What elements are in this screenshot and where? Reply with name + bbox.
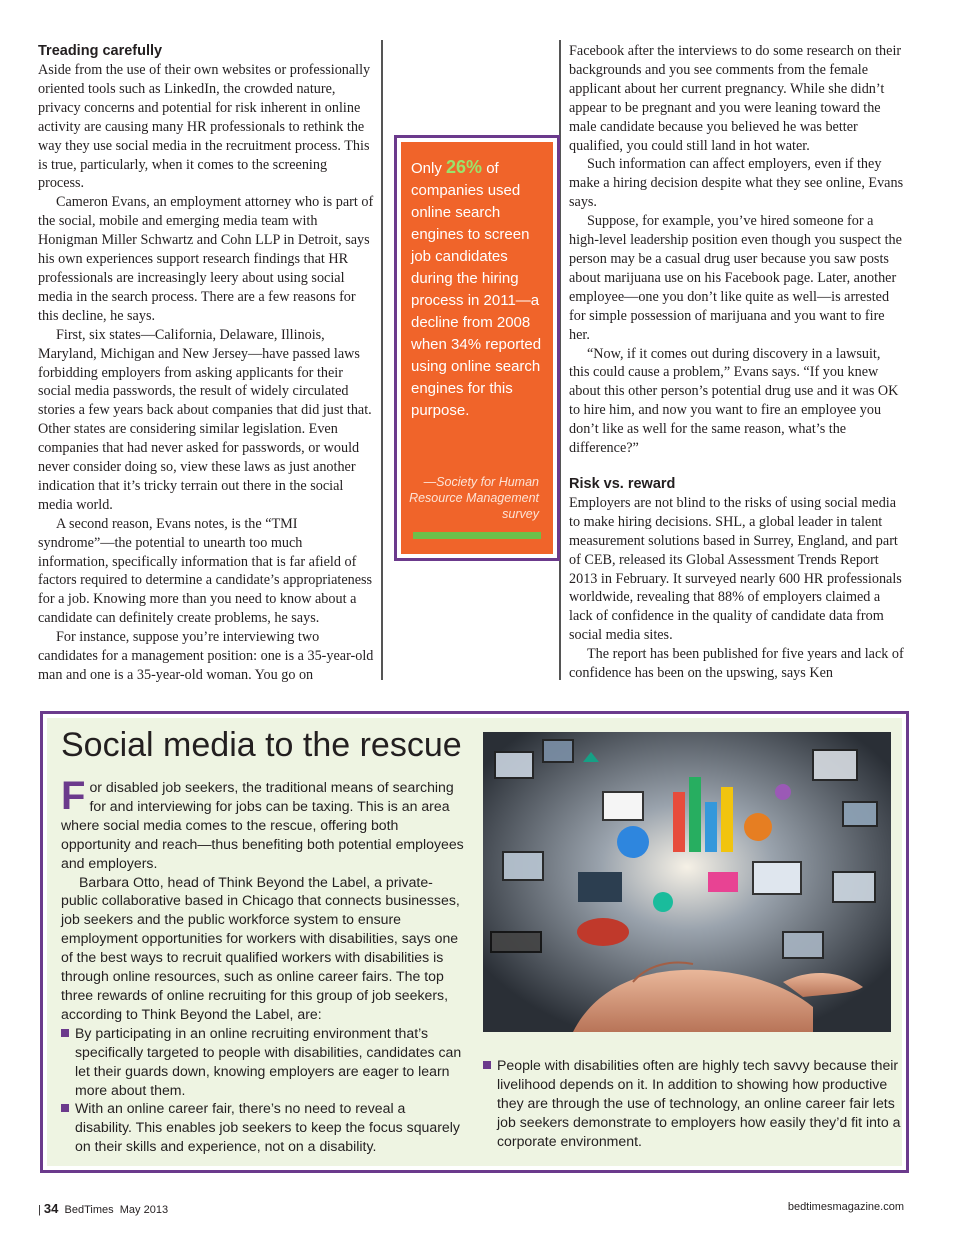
bullet-text: With an online career fair, there’s no need to reveal a disability. This enables job seekers to keep the focus squarely on their skills and experience, not on a disability. (75, 1100, 460, 1155)
callout-source: —Society for Human Resource Management survey (409, 475, 539, 521)
paragraph: First, six states—California, Delaware, Illinois, Maryland, Michigan and New Jersey—have passed laws forbidding employers from asking applicants for their social media passwords, the result of widely circulated stories a few years back about companies that did just that. Other states are considering similar legislation. Even companies that had never asked for passwords, or would never consider doing so, view these laws as just another indication that it’s tricky terrain out there in the social media world. (38, 326, 372, 513)
footer-divider: | (38, 1204, 41, 1216)
paragraph: Barbara Otto, head of Think Beyond the Label, a private-public collaborative based in Chicago that connects businesses, job seekers and the public workforce system to ensure employment opportunities for workers with disabilities, says one of the best ways to recruit qualified workers with disabilities is through online resources, such as online career fairs. The top three rewards of online recruiting for this group of job seekers, according to Think Beyond the Label, are: (61, 873, 460, 1022)
drop-cap: F (61, 774, 86, 818)
callout-text (411, 156, 546, 422)
section-heading-treading-carefully: Treading carefully (38, 43, 163, 59)
website-url: bedtimesmagazine.com (787, 1201, 904, 1213)
paragraph: “Now, if it comes out during discovery in a lawsuit, this could cause a problem,” Evans says. “If you knew about this other person’s potential drug use and it was OK to hire him, and now you want to fire an employee you don’t like as well for the same reason, what’s the difference?” (569, 345, 899, 457)
issue-date: May 2013 (119, 1204, 169, 1216)
callout-accent-bar (413, 532, 541, 539)
paragraph: For instance, suppose you’re interviewing two candidates for a management position: one is a 35-year-old man and one is a 35-year-old woman. You go on (38, 629, 374, 683)
bullet-item (61, 1099, 466, 1156)
article-column-3 (569, 42, 904, 683)
paragraph: Such information can affect employers, even if they make a hiring decision despite what they see online, Evans says. (569, 156, 904, 211)
paragraph: The report has been published for five years and lack of confidence has been on the upswing, says Ken (569, 646, 904, 682)
section-heading-risk-vs-reward: Risk vs. reward (569, 475, 676, 492)
square-bullet-icon (61, 1104, 69, 1112)
paragraph: Suppose, for example, you’ve hired someone for a high-level leadership position even though you suspect the person may be a casual drug user because you saw posts about marijuana use on his Facebook page. Later, another employee—one you don’t like quite as well—is arrested for simple possession of marijuana and you want to fire her. (569, 213, 902, 343)
sidebar-intro-text: or disabled job seekers, the traditional means of searching for and interviewing for jobs can be taxing. This is an area where social media comes to the rescue, offering both opportunity and reach—thus benefiting both potential employees and employers. (61, 779, 464, 871)
sidebar-title: Social media to the rescue (61, 726, 462, 764)
sidebar-body (61, 774, 466, 1156)
statistic-callout (394, 135, 560, 561)
square-bullet-icon (61, 1029, 69, 1037)
paragraph: Facebook after the interviews to do some research on their backgrounds and you see comments from the female applicant about her current pregnancy. While she didn’t appear to be pregnant and you were leaning toward the male candidate because you believed he was better qualified, you could still land in hot water. (569, 43, 902, 154)
sidebar-box (40, 711, 909, 1173)
sidebar-intro (61, 774, 466, 873)
square-bullet-icon (483, 1061, 491, 1069)
bullet-item (483, 1056, 902, 1151)
hand-with-floating-media-image (483, 732, 891, 1032)
paragraph: Cameron Evans, an employment attorney who is part of the social, mobile and emerging media team with Honigman Miller Schwartz and Cohn LLP in Detroit, says his own experiences support research findings that HR professionals are increasingly leery about using social media in the search process. There are a few reasons for this decline, he says. (38, 194, 374, 324)
social-media-illustration (483, 732, 891, 1032)
page-footer-left (38, 1201, 168, 1216)
bullet-item (61, 1024, 466, 1100)
callout-prefix: Only (411, 160, 447, 177)
column-divider (381, 40, 383, 680)
paragraph: Employers are not blind to the risks of using social media to make hiring decisions. SHL, a global leader in talent measurement solutions based in Surrey, England, and part of CEB, released its Global Assessment Trends Report 2013 in February. It surveyed nearly 600 HR professionals worldwide, revealing that 88% of employers claimed a lack of confidence in the quality of candidate data from social media sites. (569, 494, 902, 644)
page-number: 34 (43, 1201, 59, 1216)
paragraph: Aside from the use of their own websites or professionally oriented tools such as LinkedIn, the crowded nature, privacy concerns and potential for risk inherent in online activity are causing many HR professionals to rethink the way they use social media in the recruitment process. This is true, particularly, when it comes to the screening process. (38, 62, 371, 192)
publication-name: BedTimes (64, 1204, 114, 1216)
article-column-1 (38, 42, 375, 685)
sidebar-background (47, 718, 902, 1166)
bullet-text: By participating in an online recruiting environment that’s specifically targeted to people with disabilities, candidates can let their guards down, knowing employers are eager to learn more about them. (75, 1024, 462, 1098)
bullet-text: People with disabilities often are highly tech savvy because their livelihood depends on it. In addition to showing how productive they are through the use of technology, an online career fair lets job seekers demonstrate to employers how easily they’d fit into a corporate environment. (497, 1057, 901, 1149)
callout-background (401, 142, 553, 554)
paragraph: A second reason, Evans notes, is the “TMI syndrome”—the potential to unearth too much information, specifically information that is far afield of factors required to determine a candidate’s appropriateness for a job. Knowing more than you need to know about a candidate can definitely create problems, he says. (38, 515, 373, 627)
callout-percent: 26% (446, 157, 483, 177)
callout-body: of companies used online search engines to screen job candidates during the hiring process in 2011—a decline from 2008 when 34% reported using online search engines for this purpose. (411, 160, 542, 419)
